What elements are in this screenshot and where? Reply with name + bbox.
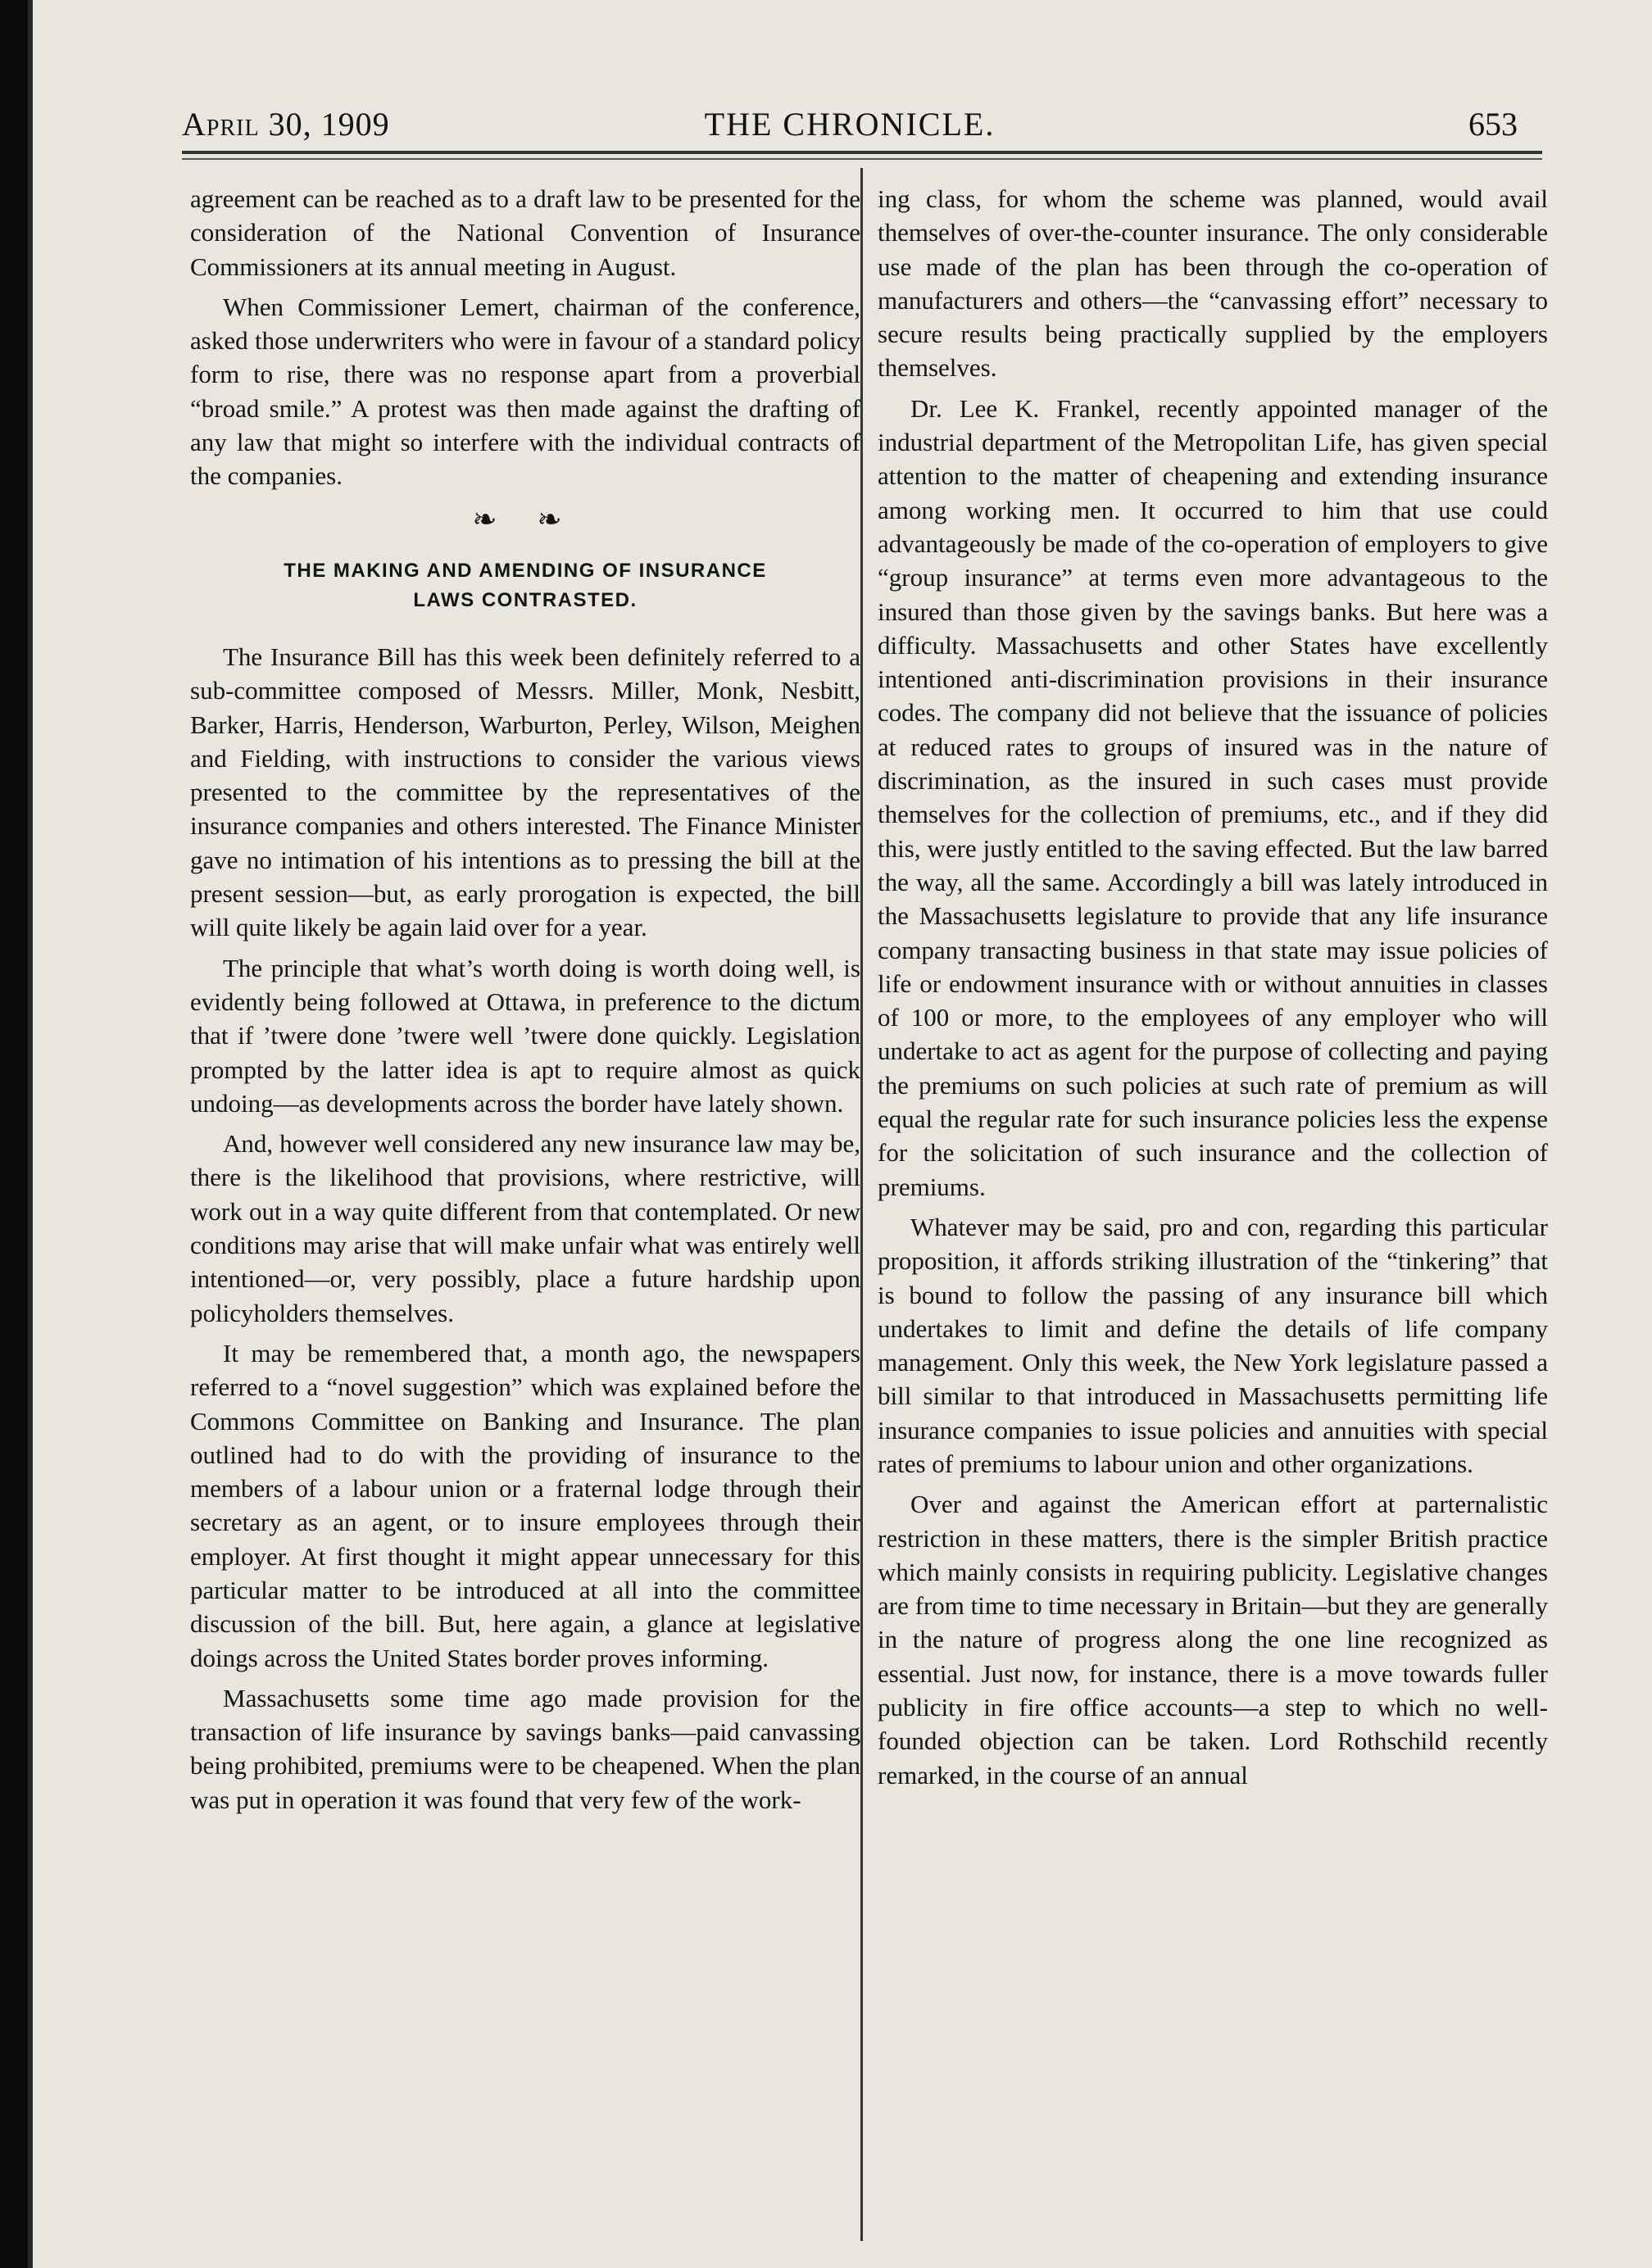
article-heading bbox=[190, 556, 860, 615]
article-paragraph: agreement can be reached as to a draft law to be presented for the consideration of the National Convention of Insurance Commissioners at its annual meeting in August. bbox=[190, 184, 860, 281]
article-paragraph: Whatever may be said, pro and con, regarding this particular proposition, it affords striking illustration of the “tinkering” that is bound to follow the passing of any insurance bill which undertakes to limit and define the details of life company management. Only this week, the New York legislature passed a bill similar to that introduced in Massachusetts permitting life insurance companies to issue policies and annuities with special rates of premiums to labour union and other organizations. bbox=[878, 1212, 1548, 1478]
article-paragraph: Over and against the American effort at parternalistic restriction in these matters, there is the simpler British practice which mainly consists in requiring publicity. Legislative changes are from time to time necessary in Britain—but they are generally in the nature of progress along the one line recognized as essential. Just now, for instance, there is a move towards fuller publicity in fire office accounts—a step to which no well-founded objection can be taken. Lord Rothschild recently remarked, in the course of an annual bbox=[878, 1490, 1548, 1789]
left-column bbox=[190, 182, 860, 1823]
column-divider bbox=[860, 168, 863, 2241]
publication-title: THE CHRONICLE. bbox=[704, 106, 996, 143]
header-rule-thin bbox=[182, 158, 1542, 160]
article-paragraph: ing class, for whom the scheme was planned, would avail themselves of over-the-counter insurance. The only considerable use made of the plan has been through the co-operation of manufacturers and others—the “canvassing effort” necessary to secure results being practically supplied by the employers themselves. bbox=[878, 184, 1548, 383]
article-paragraph: The principle that what’s worth doing is worth doing well, is evidently being followed at Ottawa, in preference to the dictum that if ’twere done ’twere well ’twere done quickly. Legislation prompted by the latter idea is apt to require almost as quick undoing—as developments across the border have lately shown. bbox=[190, 953, 860, 1118]
right-column bbox=[878, 182, 1548, 1799]
article-paragraph: The Insurance Bill has this week been definitely referred to a sub-committee composed of Messrs. Miller, Monk, Nesbitt, Barker, Harris, Henderson, Warburton, Perley, Wilson, Meighen and Fielding, with instructions to consider the various views presented to the committee by the representatives of the insurance companies and others interested. The Finance Minister gave no intimation of his intentions as to pressing the bill at the present session—but, as early prorogation is expected, the bill will quite likely be again laid over for a year. bbox=[190, 642, 860, 942]
page-header bbox=[182, 105, 1518, 143]
article-paragraph: When Commissioner Lemert, chairman of the conference, asked those underwriters who were in favour of a standard policy form to rise, there was no response apart from a proverbial “broad smile.” A protest was then made against the drafting of any law that might so interfere with the individual contracts of the companies. bbox=[190, 292, 860, 491]
article-paragraph: Massachusetts some time ago made provision for the transaction of life insurance by savings banks—paid canvassing being prohibited, premiums were to be cheapened. When the plan was put in operation it was found that very few of the work- bbox=[190, 1683, 860, 1814]
issue-date: April 30, 1909 bbox=[182, 106, 390, 143]
page-number: 653 bbox=[1468, 106, 1518, 143]
article-paragraph: Dr. Lee K. Frankel, recently appointed manager of the industrial department of the Metropolitan Life, has given special attention to the matter of cheapening and extending insurance among working men. It occurred to him that use could advantageously be made of the co-operation of employers to give “group insurance” at terms even more advantageous to the insured than those given by the savings banks. But here was a difficulty. Massachusetts and other States have excellently intentioned anti-discrimination provisions in their insurance codes. The company did not believe that the issuance of policies at reduced rates to groups of insured was in the nature of discrimination, as the insured in such cases must provide themselves for the collection of premiums, etc., and if they did this, were justly entitled to the saving effected. But the law barred the way, all the same. Accordingly a bill was lately introduced in the Massachusetts legislature to provide that any life insurance company transacting business in that state may issue policies of life or endowment insurance with or without annuities in classes of 100 or more, to the employees of any employer who will undertake to act as agent for the purpose of collecting and paying the premiums on such policies at such rate of premium as will equal the regular rate for such insurance policies less the expense for the solicitation of such insurance and the collection of premiums. bbox=[878, 393, 1548, 1201]
heading-line: LAWS CONTRASTED. bbox=[413, 588, 638, 611]
header-rule-thick bbox=[182, 151, 1542, 154]
section-ornament: ❧ ❧ bbox=[472, 502, 579, 536]
heading-line: THE MAKING AND AMENDING OF INSURANCE bbox=[284, 559, 767, 582]
article-paragraph: And, however well considered any new insurance law may be, there is the likelihood that provisions, where restrictive, will work out in a way quite different from that contemplated. Or new conditions may arise that will make unfair what was entirely well intentioned—or, very possibly, place a future hardship upon policyholders themselves. bbox=[190, 1129, 860, 1327]
article-paragraph: It may be remembered that, a month ago, the newspapers referred to a “novel suggestion” which was explained before the Commons Committee on Banking and Insurance. The plan outlined had to do with the providing of insurance to the members of a labour union or a fraternal lodge through their secretary as an agent, or to insure employees through their employer. At first thought it might appear unnecessary for this particular matter to be introduced at all into the committee discussion of the bill. But, here again, a glance at legislative doings across the United States border proves informing. bbox=[190, 1338, 860, 1672]
